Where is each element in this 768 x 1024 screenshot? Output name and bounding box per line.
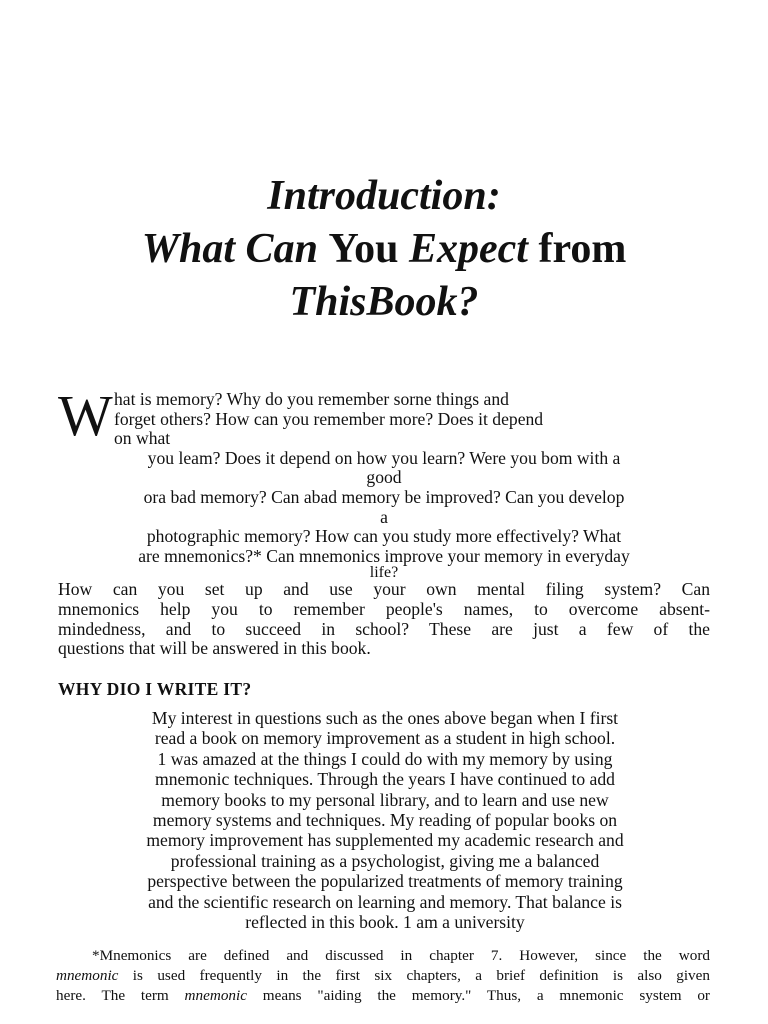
body-line: mnemonic techniques. Through the years I have continued to add [155,769,615,790]
body-line: read a book on memory improvement as a student in high school. [154,728,616,749]
intro-line: life? [369,564,399,582]
body-line: memory systems and techniques. My reading of popular books on [152,810,618,831]
footnote [56,946,710,1006]
title-this-book: ThisBook? [289,279,479,325]
body-line: perspective between the popularized treatments of memory training [147,871,623,892]
body-line: reflected in this book. 1 am a university [245,912,525,933]
intro-line: mindedness, and to succeed in school? These are just a few of the [58,618,710,639]
intro-line: photographic memory? How can you study more effectively? What [146,526,622,547]
title-from: from [538,226,627,272]
body-line: professional training as a psychologist, giving me a balanced [170,850,600,871]
intro-line: questions that will be answered in this book. [58,638,371,659]
footnote-text: here. The term [56,987,185,1004]
intro-line: hat is memory? Why do you remember sorne things and [114,389,509,409]
footnote-text: means "aiding the memory." Thus, a mnemonic system or [246,987,710,1004]
intro-line: you leam? Does it depend on how you learn? Were you bom with a [147,447,621,468]
section-heading: WHY DIO I WRITE IT? [58,679,252,699]
title-introduction: Introduction: [267,173,501,219]
body-line: memory books to my personal library, and to learn and use new [161,789,609,810]
body-line: My interest in questions such as the ones above began when I first [151,708,619,728]
body-paragraph [54,708,716,932]
title-line-1 [0,170,768,223]
intro-line: on what [114,428,171,449]
intro-line: ora bad memory? Can abad memory be improved? Can you develop [143,486,625,507]
body-line: and the scientific research on learning and memory. That balance is [148,891,622,912]
intro-line: How can you set up and use your own mental filing system? Can [58,579,710,600]
body-line: 1 was amazed at the things I could do with my memory by using [157,748,613,769]
footnote-line [56,986,710,1006]
intro-paragraph [58,383,710,659]
footnote-text: is used frequently in the first six chapters, a brief definition is also given [118,967,710,984]
title-line-2 [0,223,768,276]
intro-line: are mnemonics?* Can mnemonics improve your memory in everyday [138,545,630,566]
intro-line: mnemonics help you to remember people's names, to overcome absent- [58,598,710,619]
chapter-title [0,170,768,329]
footnote-term: mnemonic [184,987,247,1004]
drop-cap: W [58,383,113,448]
title-line-3 [0,276,768,329]
title-you: You [328,226,399,272]
title-expect: Expect [398,226,528,272]
footnote-line [56,966,710,986]
intro-line: a [380,506,388,527]
footnote-line: *Mnemonics are defined and discussed in chapter 7. However, since the word [92,947,710,964]
intro-line: good [366,467,402,488]
footnote-term: mnemonic [56,967,119,984]
body-line: memory improvement has supplemented my academic research and [146,830,624,851]
intro-line: forget others? How can you remember more? Does it depend [114,408,544,429]
title-what-can: What Can [141,226,329,272]
